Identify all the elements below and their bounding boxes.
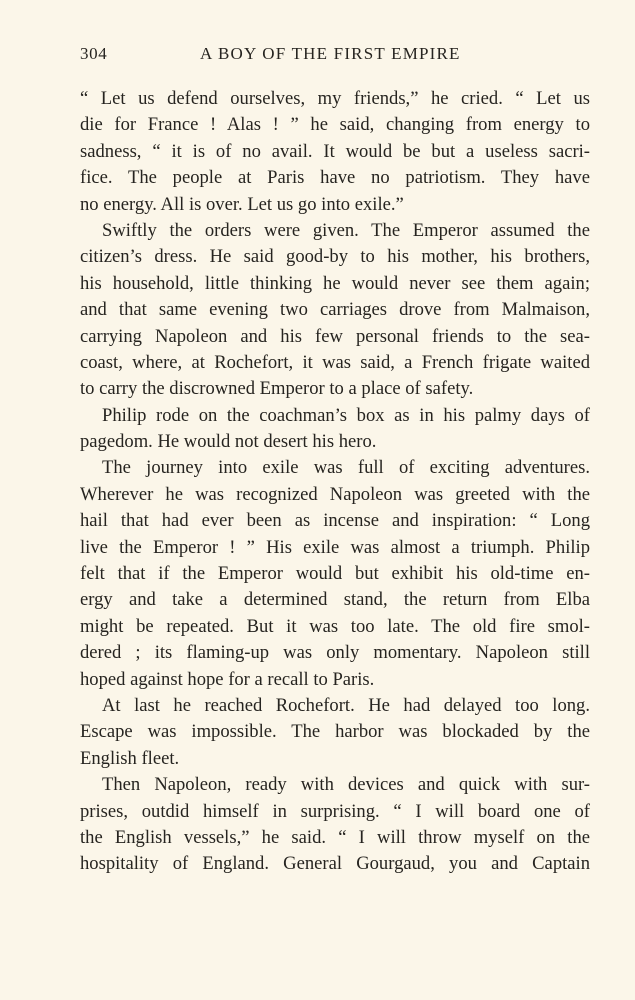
text-line: Philip rode on the coachman’s box as in his palmy days of [102,404,590,426]
text-line: Wherever he was recognized Napoleon was greeted with the [80,483,590,505]
text-line: fice. The people at Paris have no patriotism. They have [80,167,590,189]
text-line: ergy and take a determined stand, the return from Elba [80,589,590,611]
text-line: The journey into exile was full of exciting adventures. [102,457,590,479]
text-line: citizen’s dress. He said good-by to his mother, his brothers, [80,246,590,268]
text-line: Then Napoleon, ready with devices and quick with sur- [102,774,590,796]
text-line: hail that had ever been as incense and inspiration: “ Long [80,510,590,532]
text-line: prises, outdid himself in surprising. “ I will board one of [80,800,590,822]
text-line: the English vessels,” he said. “ I will throw myself on the [80,826,590,848]
text-line: At last he reached Rochefort. He had delayed too long. [102,694,590,716]
text-line: and that same evening two carriages drove from Malmaison, [80,299,590,321]
text-line: hoped against hope for a recall to Paris. [80,668,375,690]
text-line: coast, where, at Rochefort, it was said, a French frigate waited [80,351,590,373]
text-line: Swiftly the orders were given. The Emperor assumed the [102,219,590,241]
text-line: his household, little thinking he would never see them again; [80,272,590,294]
page-header [80,44,590,72]
text-line: die for France ! Alas ! ” he said, changing from energy to [80,114,590,136]
text-line: “ Let us defend ourselves, my friends,” he cried. “ Let us [80,88,590,109]
text-line: dered ; its flaming-up was only momentary. Napoleon still [80,642,590,664]
text-line: carrying Napoleon and his few personal friends to the sea- [80,325,590,347]
text-line: live the Emperor ! ” His exile was almost a triumph. Philip [80,536,590,558]
text-line: might be repeated. But it was too late. The old fire smol- [80,615,590,637]
text-line: English fleet. [80,747,180,769]
body-text [80,86,590,878]
text-line: no energy. All is over. Let us go into exile.” [80,193,404,215]
text-line: pagedom. He would not desert his hero. [80,431,377,453]
page-number: 304 [80,44,108,63]
text-line: Escape was impossible. The harbor was blockaded by the [80,721,590,743]
text-line: hospitality of England. General Gourgaud, you and Captain [80,853,590,875]
running-title: A BOY OF THE FIRST EMPIRE [200,44,461,63]
text-line: felt that if the Emperor would but exhibit his old-time en- [80,563,590,585]
text-line: sadness, “ it is of no avail. It would be but a useless sacri- [80,140,590,162]
text-line: to carry the discrowned Emperor to a place of safety. [80,378,474,400]
